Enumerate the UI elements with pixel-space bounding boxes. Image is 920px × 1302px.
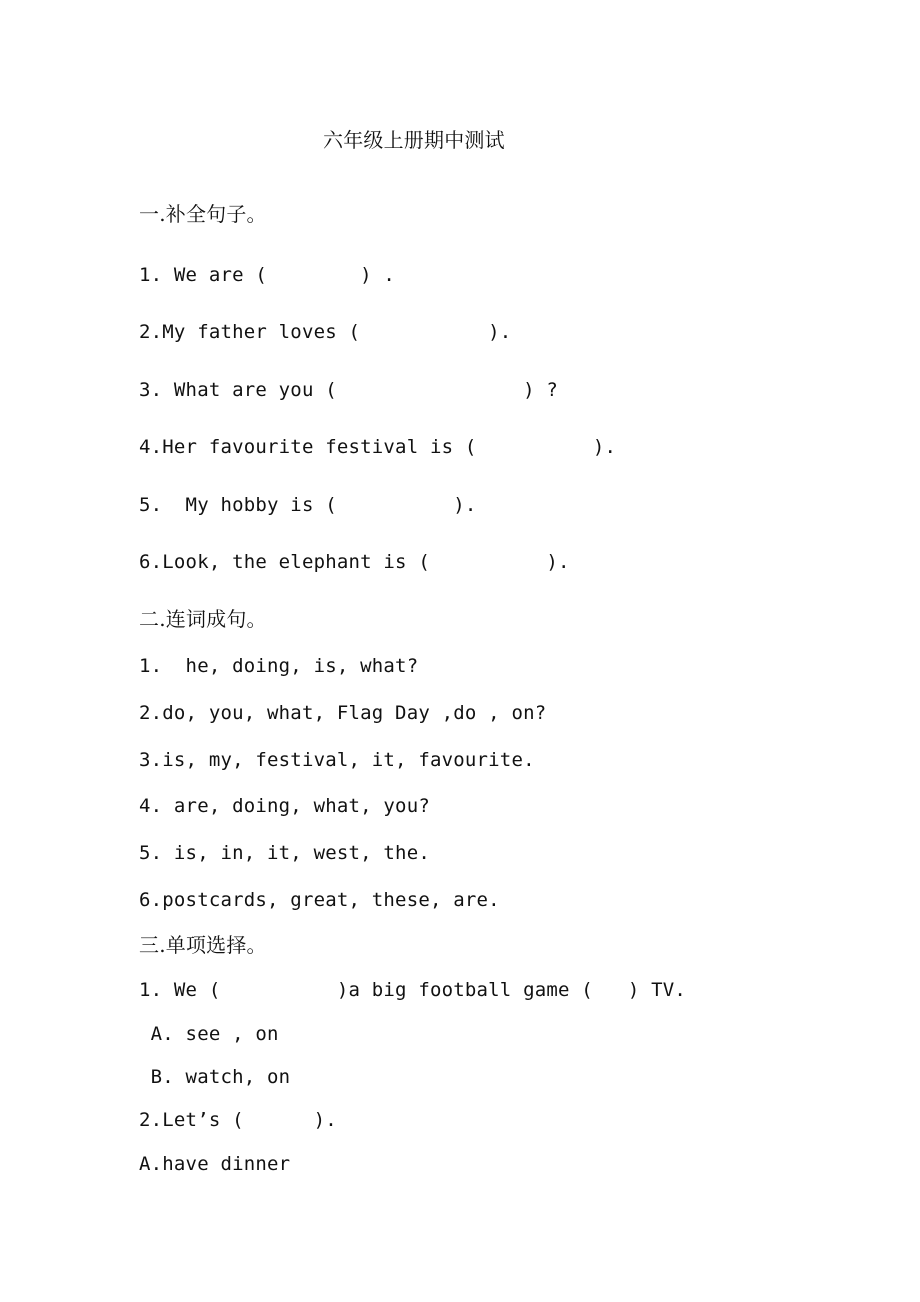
section-2-item-3: 3.is, my, festival, it, favourite. — [139, 749, 535, 771]
section-1-item-5: 5. My hobby is ( ). — [139, 494, 477, 516]
section-1-item-6: 6.Look, the elephant is ( ). — [139, 551, 570, 573]
section-1-item-1: 1. We are ( ) . — [139, 264, 396, 286]
section-2-heading: 二.连词成句。 — [139, 607, 267, 631]
section-3-q1-option-b: B. watch, on — [139, 1066, 291, 1088]
section-2-item-5: 5. is, in, it, west, the. — [139, 842, 430, 864]
section-3-q1-option-a: A. see , on — [139, 1023, 279, 1045]
section-1-item-4: 4.Her favourite festival is ( ). — [139, 436, 617, 458]
section-3-question-2: 2.Let’s ( ). — [139, 1109, 337, 1131]
section-2-item-6: 6.postcards, great, these, are. — [139, 889, 500, 911]
section-1-item-3: 3. What are you ( ) ? — [139, 379, 559, 401]
section-2-item-4: 4. are, doing, what, you? — [139, 795, 430, 817]
section-3-q2-option-a: A.have dinner — [139, 1153, 291, 1175]
section-3-question-1: 1. We ( )a big football game ( ) TV. — [139, 979, 687, 1001]
section-3-heading: 三.单项选择。 — [139, 933, 267, 957]
page-title: 六年级上册期中测试 — [323, 128, 505, 152]
section-2-item-2: 2.do, you, what, Flag Day ,do , on? — [139, 702, 547, 724]
section-2-item-1: 1. he, doing, is, what? — [139, 655, 419, 677]
section-1-item-2: 2.My father loves ( ). — [139, 321, 512, 343]
section-1-heading: 一.补全句子。 — [139, 202, 267, 226]
